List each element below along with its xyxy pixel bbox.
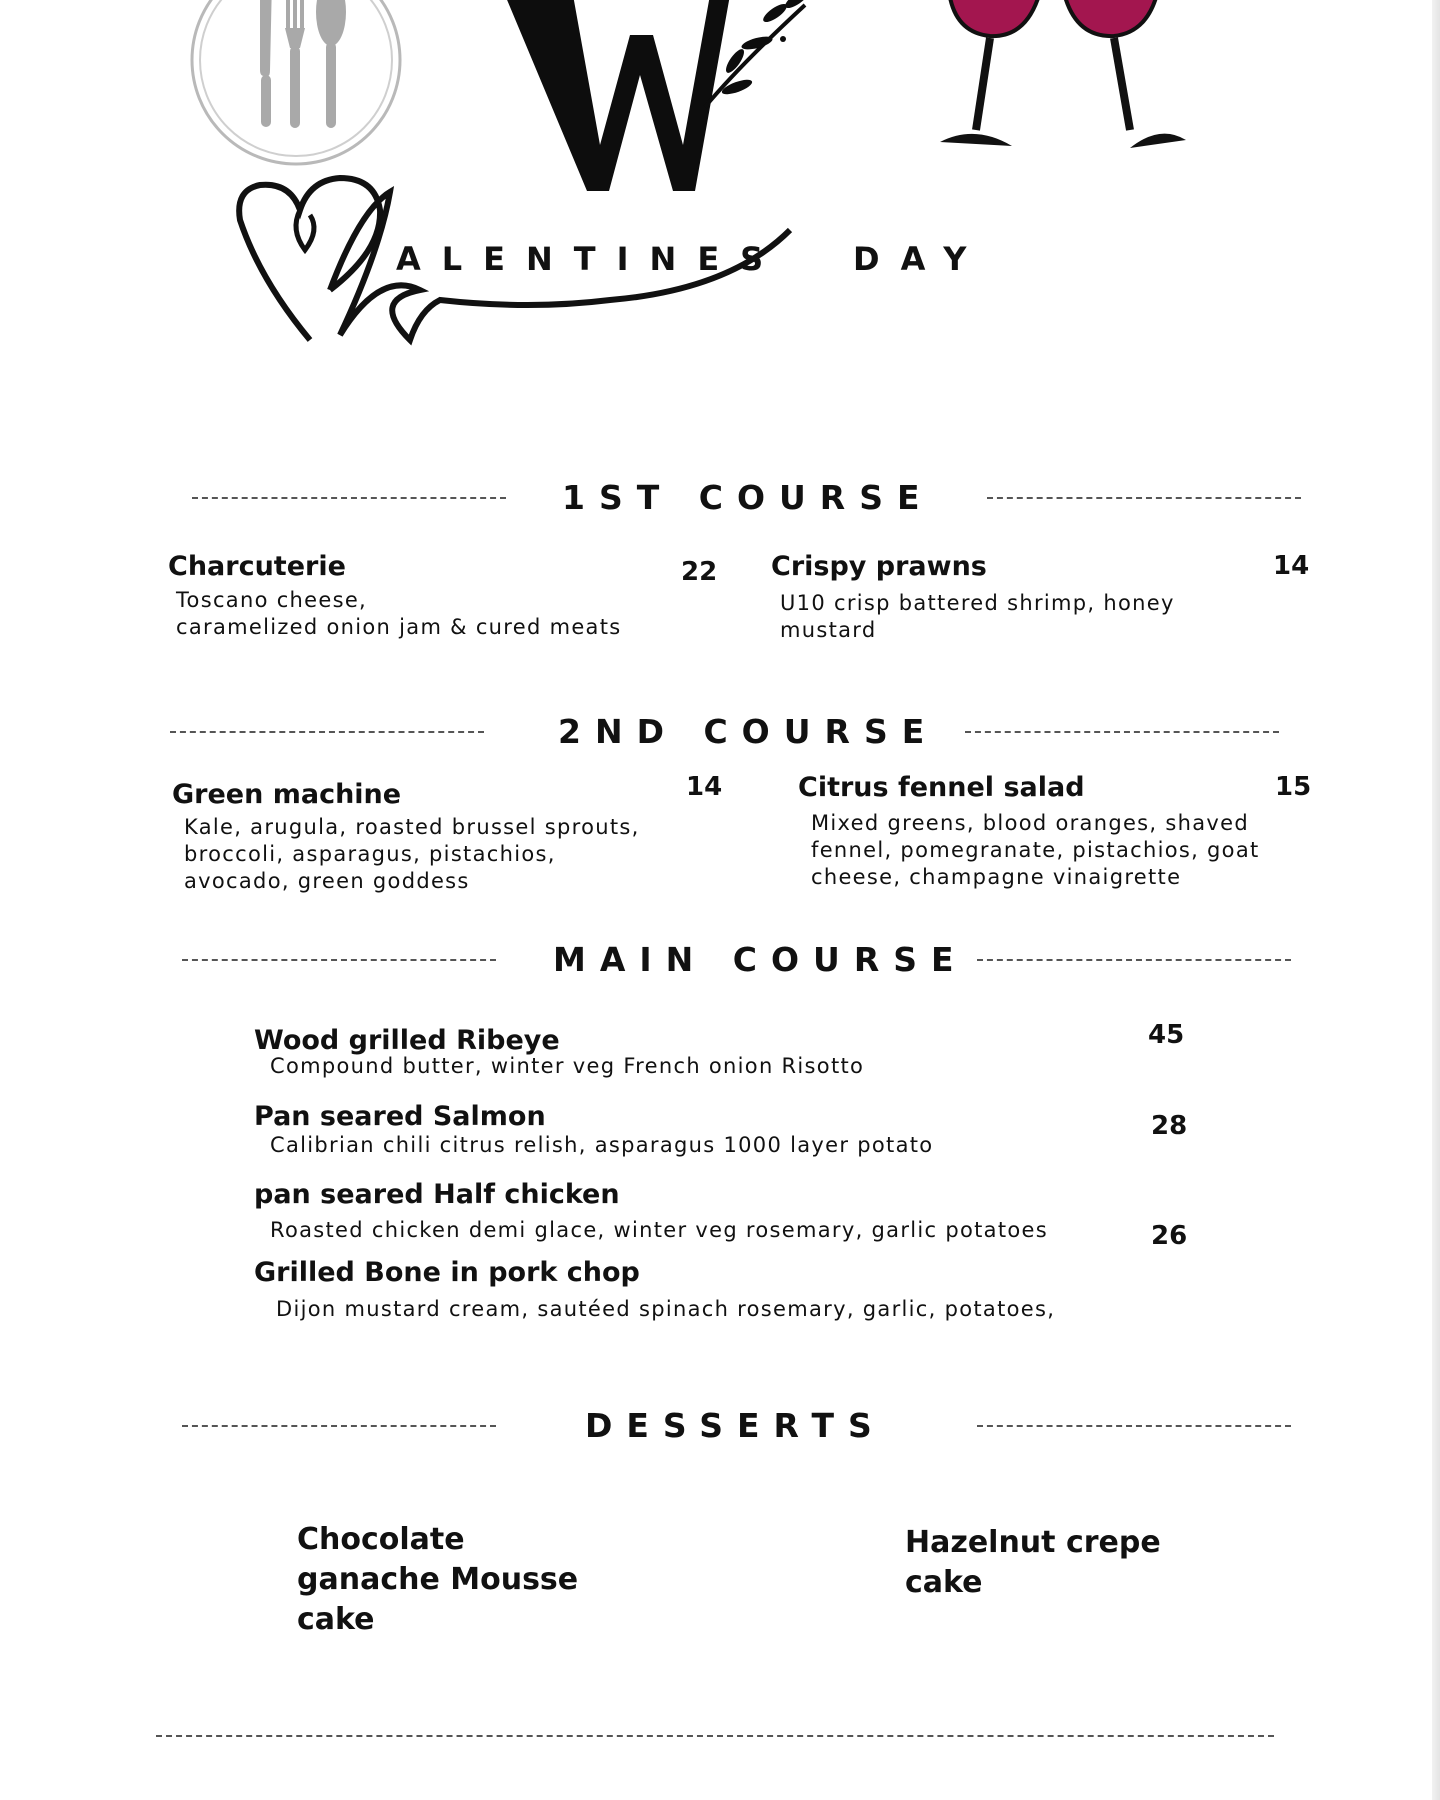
price-charcuterie: 22 — [681, 557, 718, 587]
course-title-1st: 1ST COURSE — [562, 478, 934, 517]
price-salmon: 28 — [1151, 1111, 1188, 1141]
day-letters: DAY — [853, 240, 988, 278]
divider-left-desserts — [182, 1425, 496, 1427]
item-name-crispy-prawns: Crispy prawns — [771, 551, 987, 582]
price-crispy-prawns: 14 — [1273, 551, 1310, 581]
desc-charcuterie: Toscano cheese, caramelized onion jam & cured meats — [176, 588, 622, 639]
divider-right-1 — [987, 497, 1301, 499]
page-edge — [1432, 0, 1440, 1800]
divider-left-2 — [170, 731, 484, 733]
price-half-chicken: 26 — [1151, 1221, 1188, 1251]
divider-right-desserts — [977, 1425, 1291, 1427]
item-name-citrus-fennel-salad: Citrus fennel salad — [798, 772, 1085, 803]
item-name-pork-chop: Grilled Bone in pork chop — [254, 1257, 640, 1288]
divider-left-1 — [192, 497, 506, 499]
item-name-half-chicken: pan seared Half chicken — [254, 1179, 620, 1210]
course-title-2nd: 2ND COURSE — [558, 712, 939, 751]
item-name-charcuterie: Charcuterie — [168, 551, 346, 582]
valentines-letters: ALENTINES — [396, 240, 785, 278]
desc-green-machine: Kale, arugula, roasted brussel sprouts, broccoli, asparagus, pistachios, avocado, green goddess — [184, 815, 640, 893]
desc-half-chicken: Roasted chicken demi glace, winter veg rosemary, garlic potatoes — [270, 1218, 1048, 1242]
divider-right-2 — [965, 731, 1279, 733]
plate-cutlery-icon — [186, 0, 406, 170]
desc-citrus-fennel-salad: Mixed greens, blood oranges, shaved fennel, pomegranate, pistachios, goat cheese, champagne vinaigrette — [811, 811, 1260, 889]
course-title-main: MAIN COURSE — [553, 940, 968, 979]
desc-pork-chop: Dijon mustard cream, sautéed spinach rosemary, garlic, potatoes, — [276, 1297, 1056, 1321]
price-citrus-fennel-salad: 15 — [1275, 772, 1312, 802]
divider-right-main — [977, 959, 1291, 961]
price-ribeye: 45 — [1148, 1020, 1185, 1050]
dessert-chocolate-mousse: Chocolate ganache Mousse cake — [297, 1522, 579, 1637]
course-title-desserts: DESSERTS — [585, 1406, 886, 1445]
divider-bottom — [156, 1735, 1274, 1737]
divider-left-main — [182, 959, 496, 961]
desc-crispy-prawns: U10 crisp battered shrimp, honey mustard — [780, 591, 1175, 642]
desc-ribeye: Compound butter, winter veg French onion Risotto — [270, 1054, 865, 1078]
item-name-salmon: Pan seared Salmon — [254, 1101, 546, 1132]
item-name-green-machine: Green machine — [172, 779, 402, 810]
wine-glasses-icon — [930, 0, 1200, 170]
logo-w — [505, 0, 865, 195]
desc-salmon: Calibrian chili citrus relish, asparagus 1000 layer potato — [270, 1133, 934, 1157]
dessert-hazelnut-crepe: Hazelnut crepe cake — [905, 1525, 1161, 1600]
price-green-machine: 14 — [686, 772, 723, 802]
item-name-ribeye: Wood grilled Ribeye — [254, 1025, 560, 1056]
